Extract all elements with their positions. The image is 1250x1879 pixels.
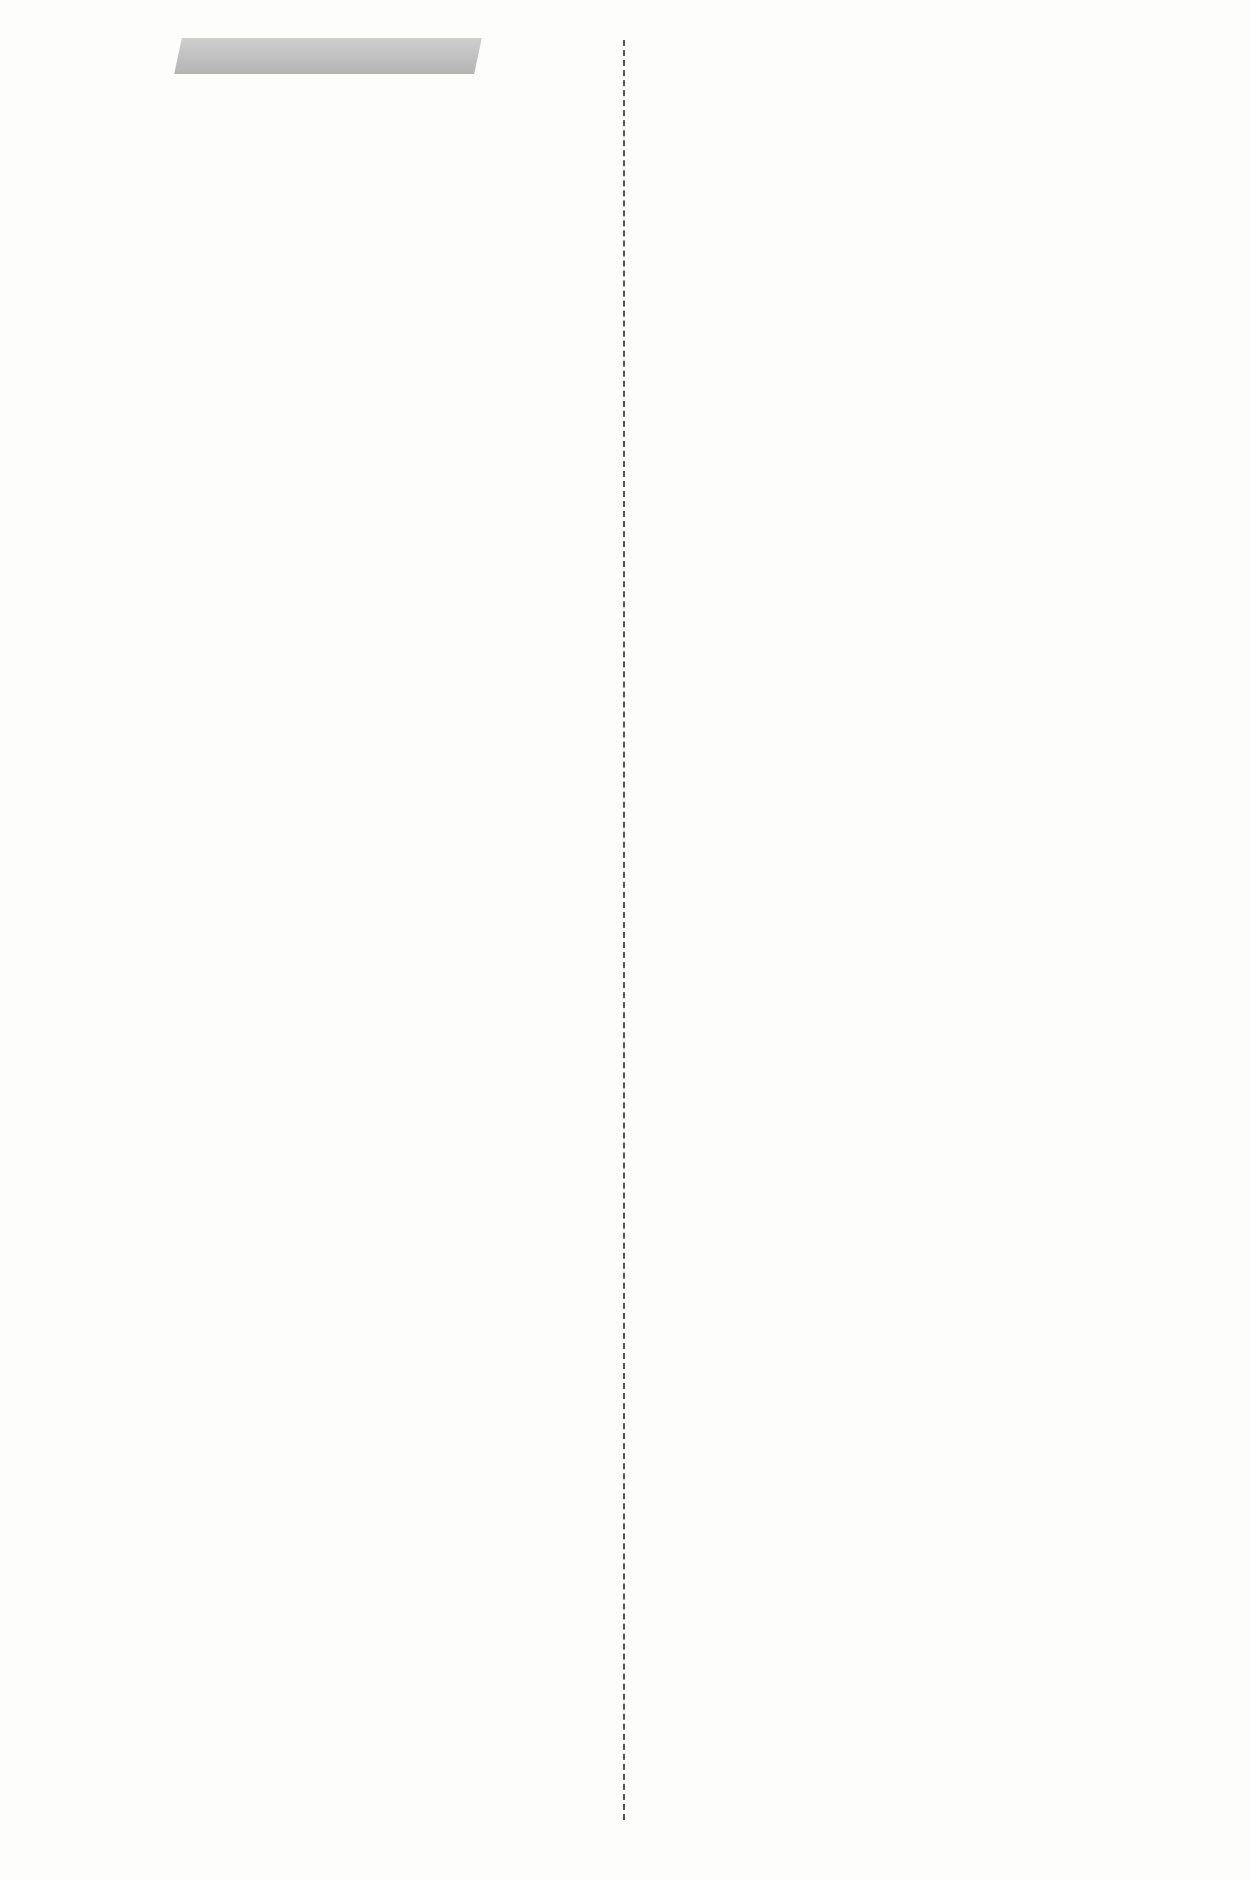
right-column [641,30,1207,34]
left-column [45,30,611,82]
part-banner [174,38,482,74]
column-divider [623,40,625,1820]
